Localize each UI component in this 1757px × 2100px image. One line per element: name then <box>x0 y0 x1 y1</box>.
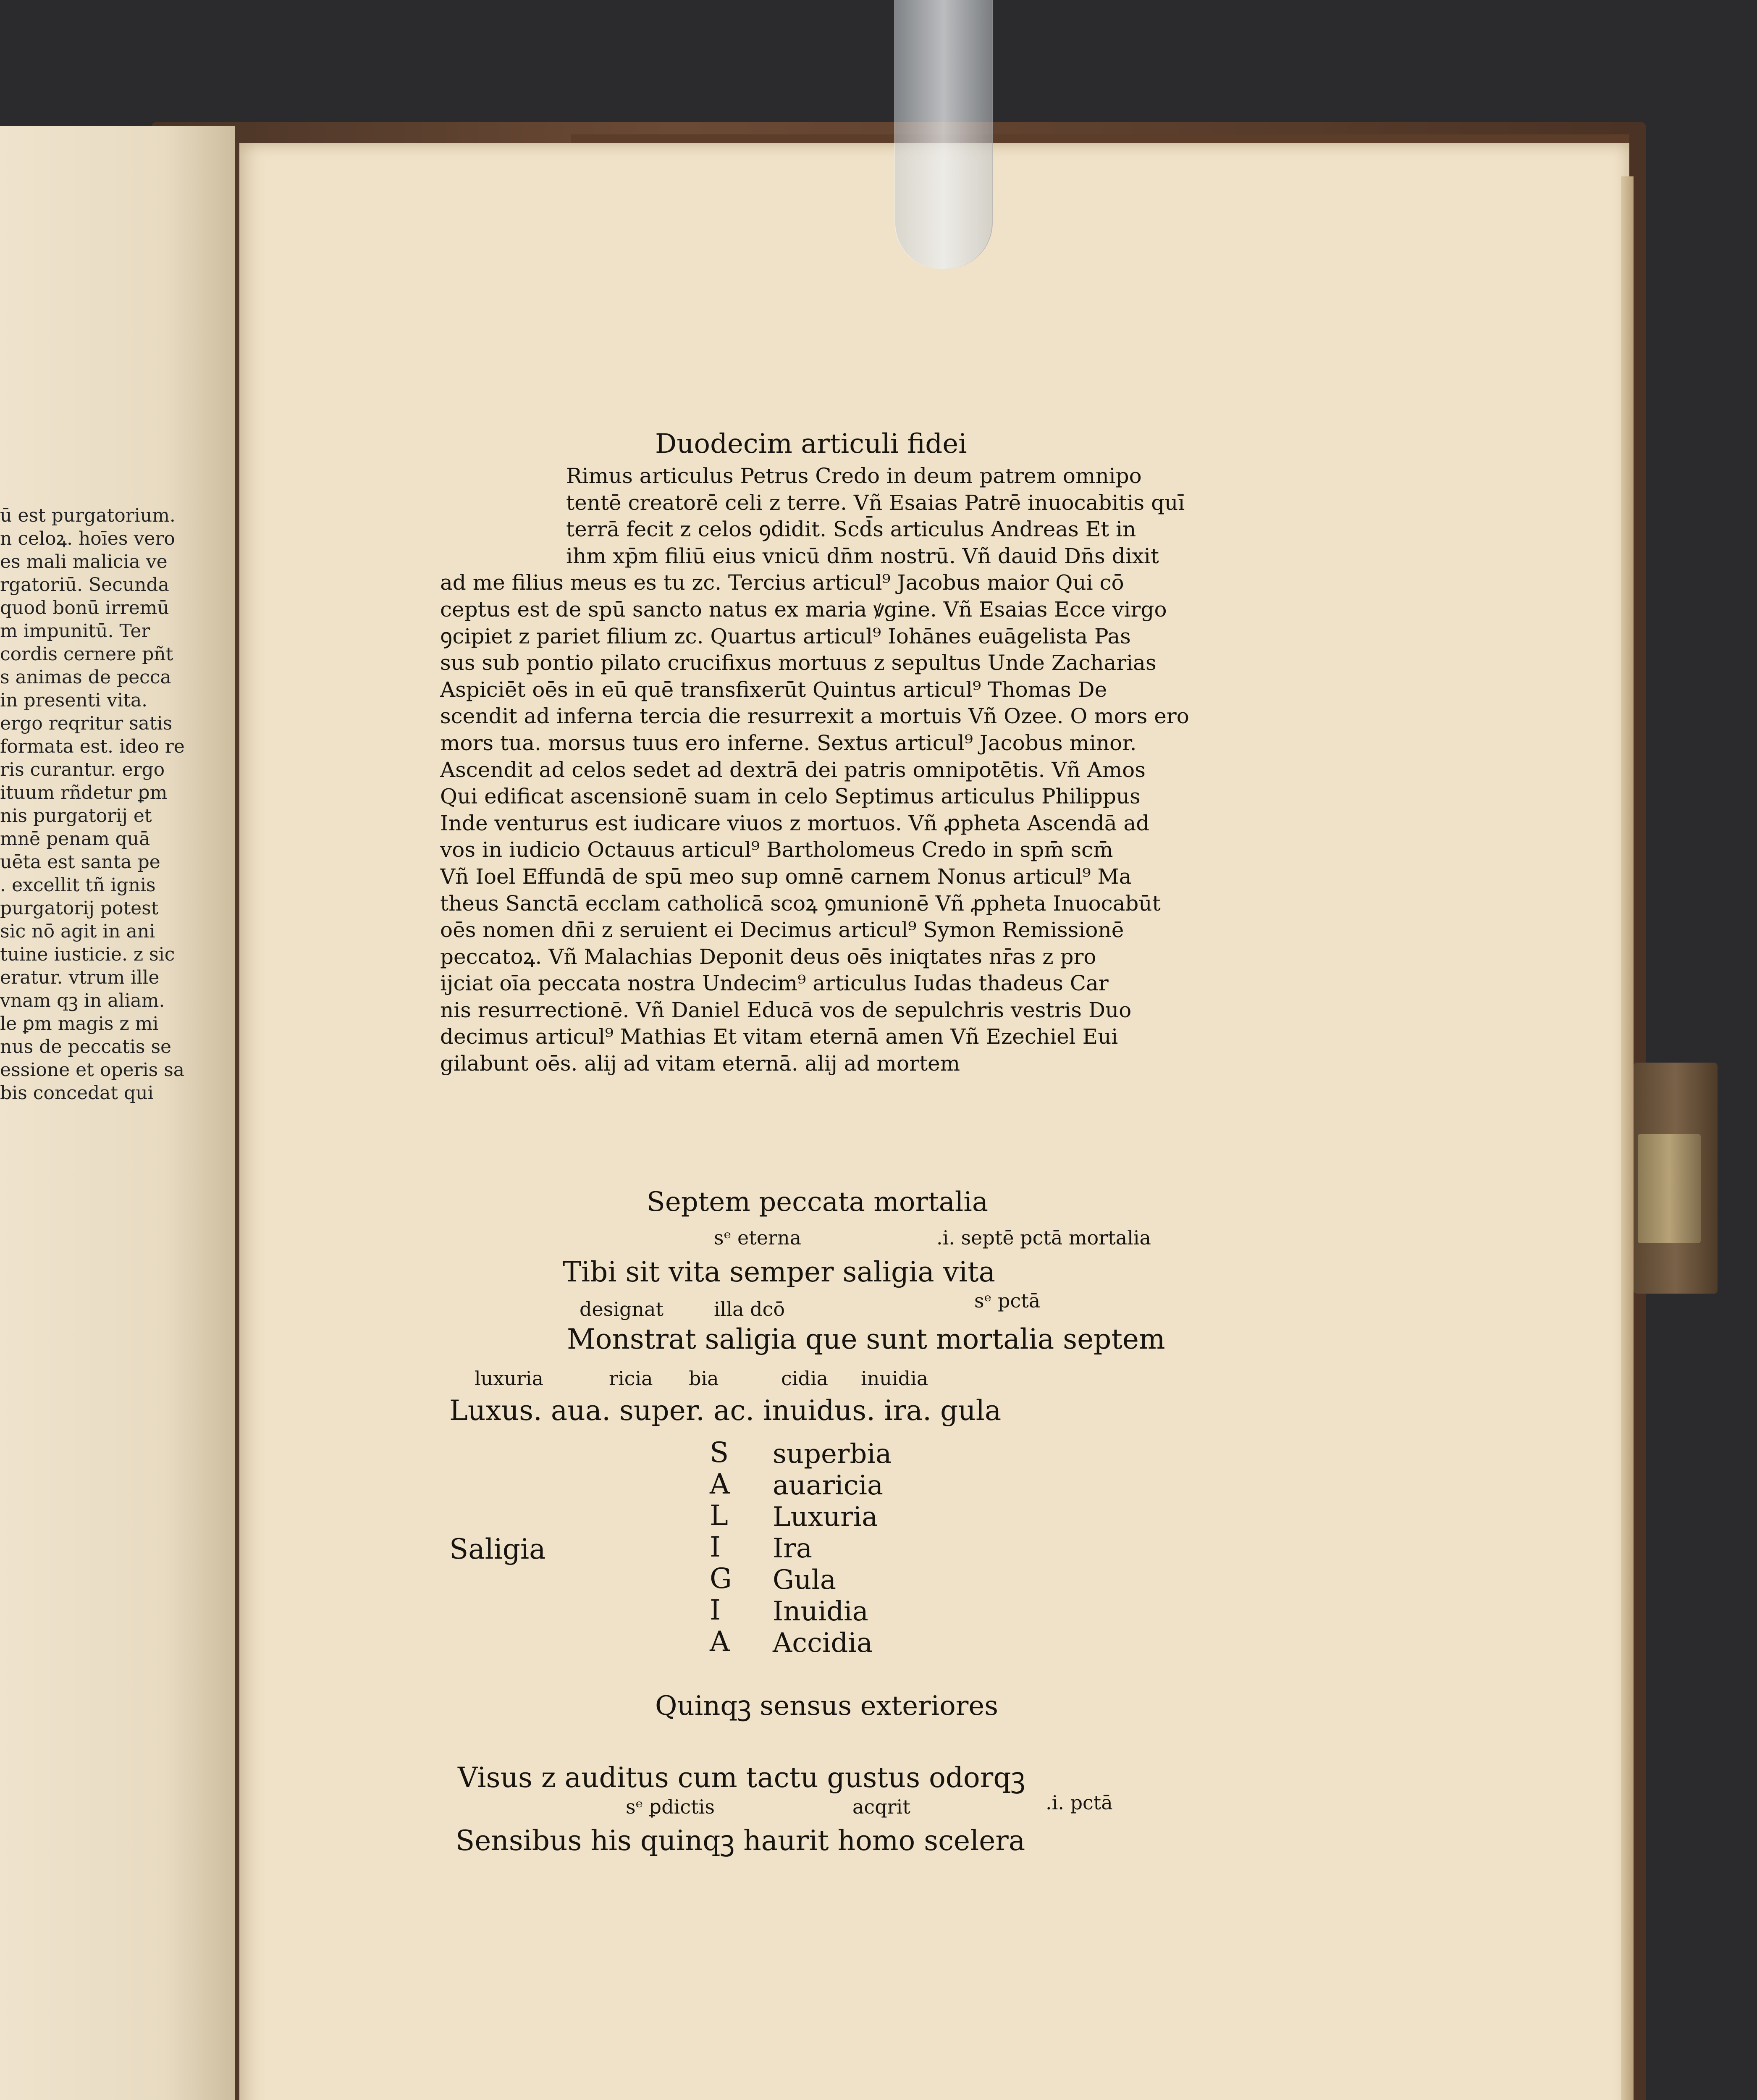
left-line: ituum rñdetur ꝑm <box>0 782 168 803</box>
gloss-text: inuidia <box>861 1367 928 1390</box>
text-line: theus Sanctā ecclam catholicā scoꝝ ꝯmunionē Vñ ꝓpheta Inuocabūt <box>440 891 1161 916</box>
left-line: nus de peccatis se <box>0 1036 172 1058</box>
gloss-text: sᵉ ꝑdictis <box>626 1796 715 1818</box>
text-line: Ascendit ad celos sedet ad dextrā dei patris omnipotētis. Vñ Amos <box>440 757 1146 782</box>
left-line: nis purgatorij et <box>0 805 152 827</box>
text-line: sus sub pontio pilato crucifixus mortuus z sepultus Unde Zacharias <box>440 651 1156 675</box>
text-line: decimus articul⁹ Mathias Et vitam eternā amen Vñ Ezechiel Eui <box>440 1024 1118 1049</box>
text-line: ijciat oīa peccata nostra Undecim⁹ articulus Iudas thadeus Car <box>440 971 1109 996</box>
text-line: ꝯcipiet z pariet filium zc. Quartus articul⁹ Iohānes euāgelista Pas <box>440 624 1131 648</box>
acrostic-label: Saligia <box>449 1533 546 1565</box>
acrostic-letter: L <box>710 1499 728 1532</box>
gloss-text: bia <box>689 1367 719 1390</box>
acrostic-letter: S <box>710 1436 729 1469</box>
gloss-text: luxuria <box>475 1367 544 1390</box>
left-line: vnam qꝫ in aliam. <box>0 990 165 1011</box>
left-line: le ꝑm magis z mi <box>0 1013 159 1034</box>
holding-strap-top <box>894 0 993 269</box>
verse-line: Tibi sit vita semper saligia vita <box>563 1256 995 1288</box>
text-line: vos in iudicio Octauus articul⁹ Bartholomeus Credo in spm̄ scm̄ <box>440 837 1113 862</box>
gloss-text: cidia <box>781 1367 829 1390</box>
left-line: formata est. ideo re <box>0 736 185 757</box>
text-line: Rimus articulus Petrus Credo in deum patrem omnipo <box>566 464 1142 488</box>
acrostic-letter: A <box>710 1625 730 1658</box>
text-line: mors tua. morsus tuus ero inferne. Sextus articul⁹ Jacobus minor. <box>440 730 1137 755</box>
left-page-text <box>0 504 210 1105</box>
text-line: oēs nomen dn̄i z seruient ei Decimus articul⁹ Symon Remissionē <box>440 918 1124 942</box>
left-line: purgatorij potest <box>0 898 159 919</box>
text-line: gilabunt oēs. alij ad vitam eternā. alij ad mortem <box>440 1051 960 1076</box>
text-line: Aspiciēt oēs in eū quē transfixerūt Quintus articul⁹ Thomas De <box>440 677 1107 702</box>
text-line: ad me filius meus es tu zc. Tercius articul⁹ Jacobus maior Qui cō <box>440 570 1124 595</box>
gloss-text: acqrit <box>852 1796 910 1818</box>
verse-line: Monstrat saligia que sunt mortalia septem <box>567 1323 1165 1355</box>
text-line: nis resurrectionē. Vñ Daniel Educā vos de sepulchris vestris Duo <box>440 998 1132 1022</box>
acrostic-word: Inuidia <box>773 1596 868 1627</box>
acrostic-letter: G <box>710 1562 732 1595</box>
left-line: ergo reqritur satis <box>0 713 173 734</box>
acrostic-word: auaricia <box>773 1470 884 1501</box>
text-line: Qui edificat ascensionē suam in celo Septimus articulus Philippus <box>440 784 1141 809</box>
text-line: Inde venturus est iudicare viuos z mortuos. Vñ ꝓpheta Ascendā ad <box>440 811 1150 835</box>
left-line: tuine iusticie. z sic <box>0 944 175 965</box>
acrostic-word: Ira <box>773 1533 813 1564</box>
left-line: essione et operis sa <box>0 1059 185 1081</box>
section-heading-sins: Septem peccata mortalia <box>647 1186 988 1218</box>
page-edge <box>1621 176 1634 2100</box>
gloss-text: illa dcō <box>714 1298 785 1320</box>
left-line: cordis cernere pñt <box>0 643 173 665</box>
left-line: uēta est santa pe <box>0 851 160 873</box>
text-line: ceptus est de spū sancto natus ex maria ꝟgine. Vñ Esaias Ecce virgo <box>440 597 1167 622</box>
left-line: rgatoriū. Secunda <box>0 574 169 596</box>
left-line: eratur. vtrum ille <box>0 967 160 988</box>
text-line: tentē creatorē celi z terre. Vñ Esaias Patrē inuocabitis quī <box>566 490 1185 515</box>
clasp-metal-icon <box>1638 1134 1701 1243</box>
left-line: mnē penam quā <box>0 828 150 850</box>
gloss-text: .i. septē pctā mortalia <box>936 1226 1151 1249</box>
acrostic-letter: I <box>710 1594 721 1626</box>
gloss-text: sᵉ pctā <box>974 1289 1041 1312</box>
gloss-text: designat <box>580 1298 663 1320</box>
left-page <box>0 126 235 2100</box>
verse-line: Luxus. aua. super. ac. inuidus. ira. gula <box>449 1394 1002 1427</box>
section-heading-senses: Quinqꝫ sensus exteriores <box>655 1690 999 1722</box>
left-line: ris curantur. ergo <box>0 759 165 780</box>
left-line: ū est purgatorium. <box>0 505 176 526</box>
verse-line: Visus z auditus cum tactu gustus odorqꝫ <box>458 1761 1025 1794</box>
gloss-text: ricia <box>609 1367 653 1390</box>
articles-text <box>440 463 1335 1077</box>
gloss-text: .i. pctā <box>1046 1791 1113 1814</box>
left-line: . excellit tñ ignis <box>0 874 156 896</box>
text-line: terrā fecit z celos ꝯdidit. Scd̄s articulus Andreas Et in <box>566 517 1136 542</box>
left-line: s animas de pecca <box>0 667 171 688</box>
left-line: n celoꝝ. hoīes vero <box>0 528 175 549</box>
left-line: in presenti vita. <box>0 690 148 711</box>
text-line: peccatoꝝ. Vñ Malachias Deponit deus oēs iniqtates nr̄as z pro <box>440 944 1096 969</box>
left-line: es mali malicia ve <box>0 551 168 572</box>
acrostic-word: Accidia <box>773 1628 873 1659</box>
left-line: bis concedat qui <box>0 1082 154 1104</box>
acrostic-letter: A <box>710 1468 730 1500</box>
left-line: sic nō agit in ani <box>0 921 155 942</box>
left-line: m impunitū. Ter <box>0 620 150 642</box>
verse-line: Sensibus his quinqꝫ haurit homo scelera <box>456 1824 1025 1857</box>
text-line: ihm xp̄m filiū eius vnicū dn̄m nostrū. Vñ dauid Dn̄s dixit <box>566 543 1159 568</box>
text-line: Vñ Ioel Effundā de spū meo sup omnē carnem Nonus articul⁹ Ma <box>440 864 1132 889</box>
acrostic-word: Luxuria <box>773 1502 878 1533</box>
gloss-text: sᵉ eterna <box>714 1226 802 1249</box>
left-line: quod bonū irremū <box>0 597 169 619</box>
text-line: scendit ad inferna tercia die resurrexit a mortuis Vñ Ozee. O mors ero <box>440 704 1189 729</box>
page-title: Duodecim articuli fidei <box>655 428 967 459</box>
acrostic-letter: I <box>710 1531 721 1563</box>
acrostic-word: Gula <box>773 1564 836 1596</box>
acrostic-word: superbia <box>773 1438 892 1470</box>
